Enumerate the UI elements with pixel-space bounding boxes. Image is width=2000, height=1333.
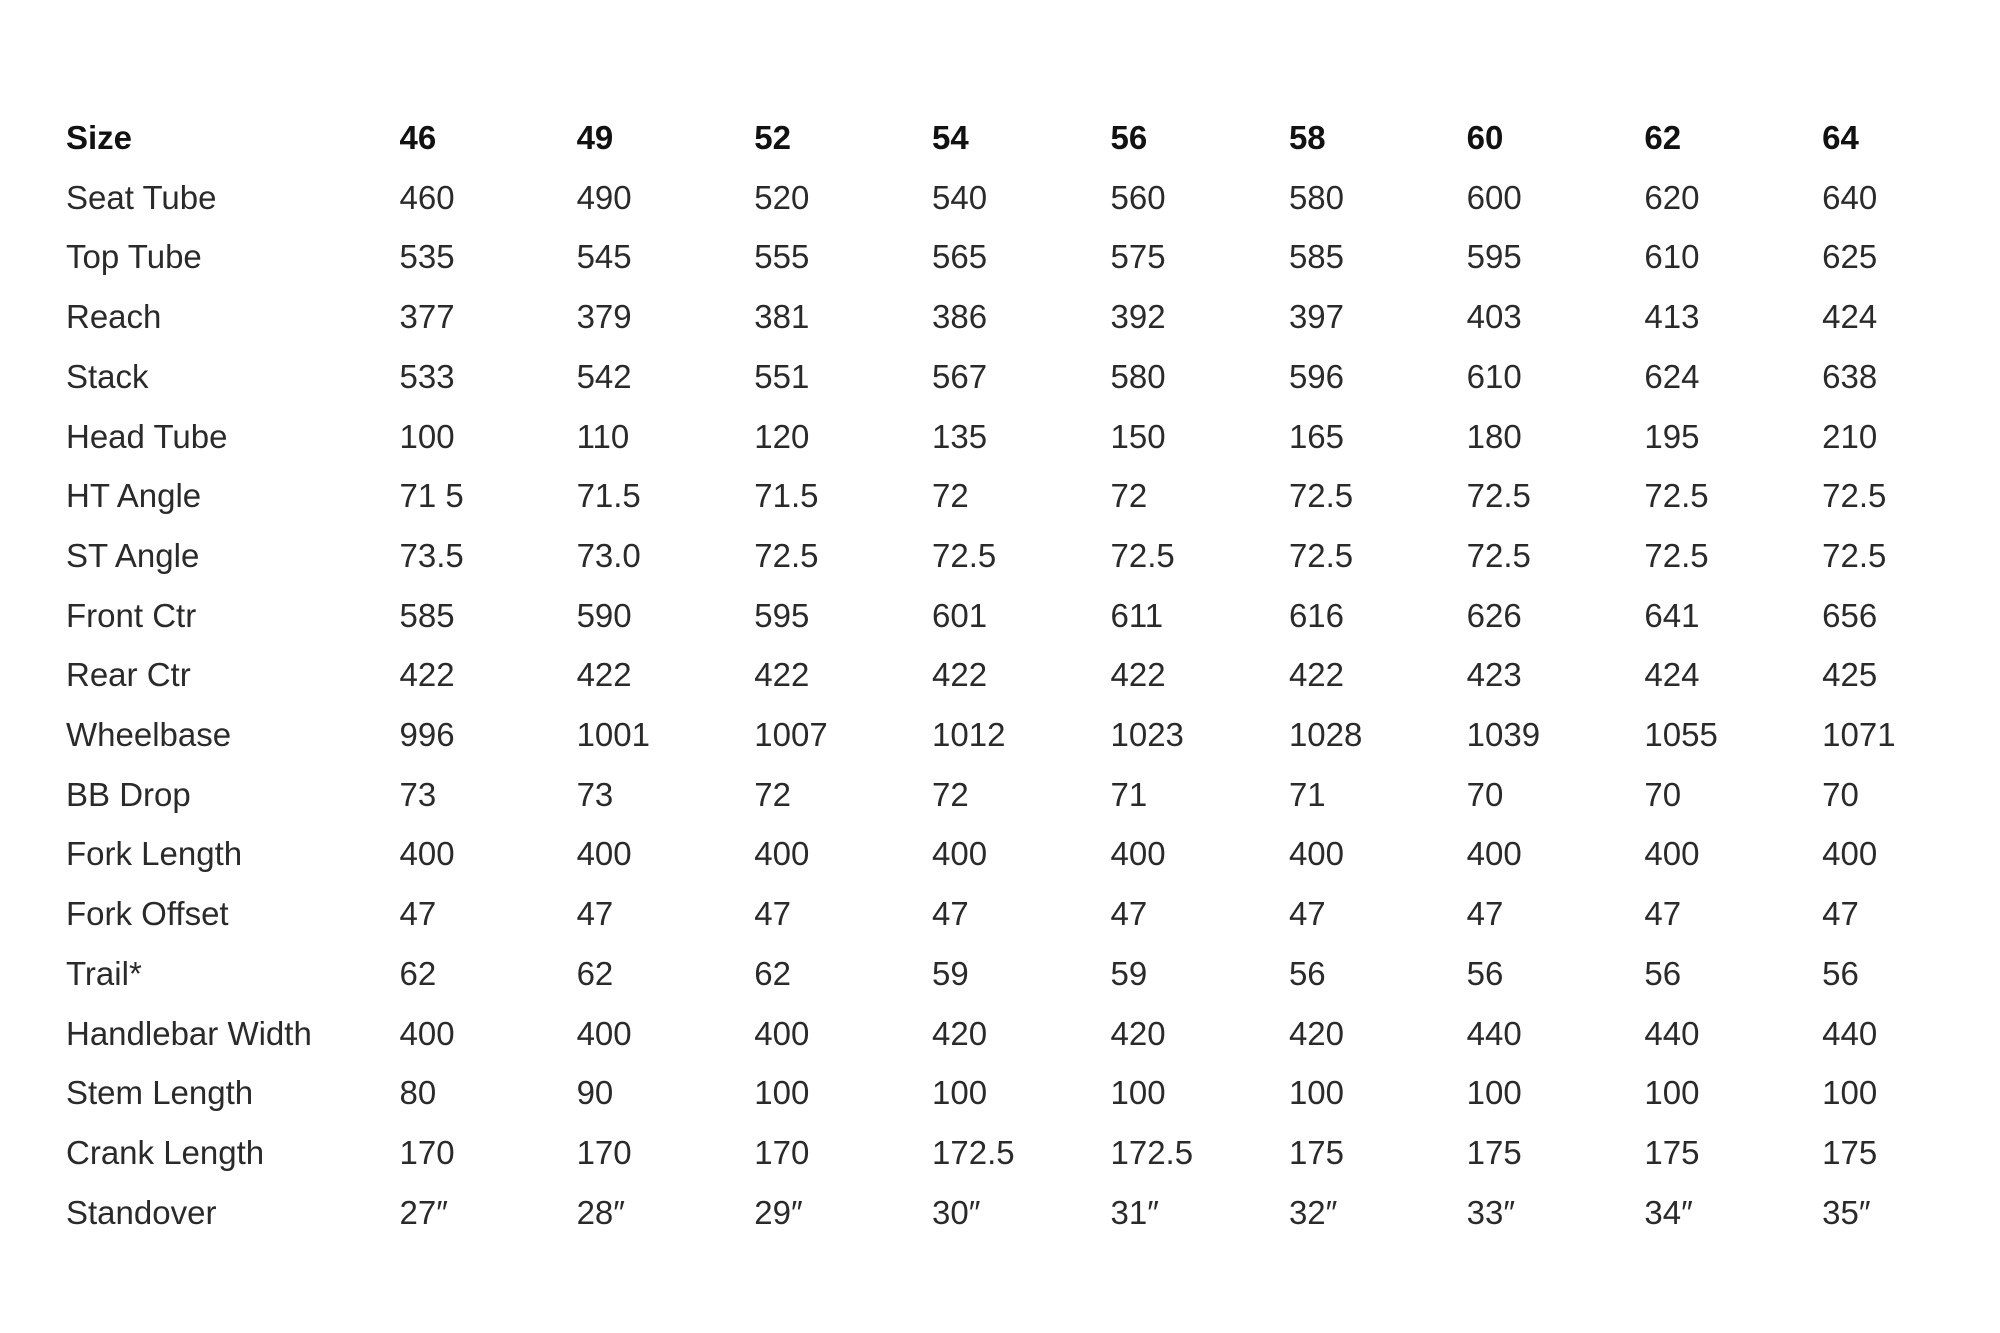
table-cell: 72.5: [1288, 536, 1354, 574]
table-cell: 59: [932, 954, 969, 992]
size-header-cell: 56: [1110, 119, 1148, 156]
table-cell: 585: [1288, 238, 1344, 276]
table-cell: 1023: [1110, 716, 1184, 754]
row-label: ST Angle: [66, 536, 200, 574]
table-cell: 72.5: [1644, 536, 1709, 574]
table-cell: 34″: [1644, 1193, 1693, 1231]
size-header-cell: 49: [576, 119, 614, 156]
table-row: [66, 347, 2000, 407]
table-row: [66, 1123, 2000, 1183]
table-cell: 47: [1288, 895, 1326, 933]
table-cell: 71.5: [754, 477, 819, 515]
row-label: Stem Length: [66, 1074, 254, 1112]
table-cell: 420: [932, 1014, 988, 1052]
table-cell: 610: [1644, 238, 1700, 276]
table-cell: 72.5: [754, 536, 819, 574]
geometry-table: [66, 108, 2000, 1242]
table-cell: 70: [1644, 775, 1682, 813]
table-body: [66, 168, 2000, 1243]
table-cell: 397: [1288, 298, 1344, 336]
table-cell: 386: [932, 298, 988, 336]
table-cell: 400: [399, 1014, 455, 1052]
table-cell: 542: [576, 357, 632, 395]
table-cell: 72.5: [1466, 477, 1531, 515]
table-cell: 72: [1110, 477, 1148, 515]
row-label: Head Tube: [66, 417, 228, 455]
table-cell: 35″: [1822, 1193, 1871, 1231]
size-header-cell: 62: [1644, 119, 1682, 156]
table-cell: 1007: [754, 716, 828, 754]
row-label: Seat Tube: [66, 178, 217, 216]
table-cell: 585: [399, 596, 455, 634]
table-cell: 175: [1644, 1133, 1700, 1171]
table-cell: 195: [1644, 417, 1700, 455]
table-row: [66, 168, 2000, 228]
row-label: Standover: [66, 1193, 217, 1231]
table-cell: 575: [1110, 238, 1166, 276]
table-row: [66, 1183, 2000, 1243]
row-label: Crank Length: [66, 1133, 265, 1171]
row-label: Fork Offset: [66, 895, 229, 933]
table-cell: 172.5: [1110, 1133, 1194, 1171]
table-cell: 422: [1110, 656, 1166, 694]
table-cell: 400: [576, 1014, 632, 1052]
table-cell: 47: [399, 895, 437, 933]
table-cell: 100: [1110, 1074, 1166, 1112]
table-cell: 62: [399, 954, 437, 992]
table-cell: 533: [399, 357, 455, 395]
table-cell: 28″: [576, 1193, 625, 1231]
table-cell: 150: [1110, 417, 1166, 455]
table-cell: 580: [1288, 178, 1344, 216]
table-row: [66, 705, 2000, 765]
table-cell: 392: [1110, 298, 1166, 336]
table-cell: 72.5: [1110, 536, 1175, 574]
table-cell: 596: [1288, 357, 1344, 395]
table-cell: 595: [1466, 238, 1522, 276]
row-label: BB Drop: [66, 775, 191, 813]
table-cell: 400: [576, 835, 632, 873]
table-cell: 422: [399, 656, 455, 694]
table-cell: 72.5: [1466, 536, 1531, 574]
table-cell: 624: [1644, 357, 1700, 395]
table-cell: 555: [754, 238, 810, 276]
table-cell: 27″: [399, 1193, 448, 1231]
size-header-label: Size: [66, 119, 133, 156]
table-cell: 100: [1644, 1074, 1700, 1112]
table-cell: 62: [754, 954, 792, 992]
table-cell: 422: [576, 656, 632, 694]
table-cell: 73.5: [399, 536, 464, 574]
table-cell: 424: [1644, 656, 1700, 694]
table-cell: 80: [399, 1074, 437, 1112]
table-cell: 165: [1288, 417, 1344, 455]
table-cell: 56: [1466, 954, 1504, 992]
table-cell: 100: [1822, 1074, 1878, 1112]
table-cell: 71: [1288, 775, 1326, 813]
table-cell: 400: [754, 1014, 810, 1052]
table-cell: 625: [1822, 238, 1878, 276]
row-label: Handlebar Width: [66, 1014, 312, 1052]
table-cell: 47: [1644, 895, 1682, 933]
table-cell: 440: [1644, 1014, 1700, 1052]
table-cell: 400: [1644, 835, 1700, 873]
table-cell: 59: [1110, 954, 1148, 992]
table-cell: 72: [754, 775, 792, 813]
table-cell: 100: [754, 1074, 810, 1112]
table-cell: 422: [754, 656, 810, 694]
table-cell: 381: [754, 298, 810, 336]
table-cell: 400: [1110, 835, 1166, 873]
table-cell: 626: [1466, 596, 1522, 634]
table-cell: 47: [1466, 895, 1504, 933]
table-cell: 47: [1110, 895, 1148, 933]
table-cell: 425: [1822, 656, 1878, 694]
size-header-cell: 46: [399, 119, 437, 156]
table-cell: 56: [1288, 954, 1326, 992]
table-cell: 423: [1466, 656, 1522, 694]
table-cell: 100: [1288, 1074, 1344, 1112]
table-cell: 1055: [1644, 716, 1718, 754]
table-cell: 47: [576, 895, 614, 933]
size-header-cell: 54: [932, 119, 969, 156]
table-cell: 1071: [1822, 716, 1896, 754]
table-cell: 135: [932, 417, 988, 455]
row-label: HT Angle: [66, 477, 202, 515]
table-row: [66, 227, 2000, 287]
table-cell: 422: [1288, 656, 1344, 694]
table-cell: 551: [754, 357, 810, 395]
table-row: [66, 884, 2000, 944]
table-cell: 590: [576, 596, 632, 634]
table-row: [66, 1063, 2000, 1123]
table-cell: 545: [576, 238, 632, 276]
table-cell: 72.5: [932, 536, 997, 574]
row-label: Stack: [66, 357, 149, 395]
row-label: Rear Ctr: [66, 656, 191, 694]
table-cell: 640: [1822, 178, 1878, 216]
table-cell: 403: [1466, 298, 1522, 336]
table-cell: 565: [932, 238, 988, 276]
size-header-cell: 58: [1288, 119, 1326, 156]
row-label: Fork Length: [66, 835, 243, 873]
table-cell: 400: [1288, 835, 1344, 873]
table-cell: 120: [754, 417, 810, 455]
table-cell: 73: [576, 775, 614, 813]
table-header-row: [66, 108, 2000, 168]
row-label: Front Ctr: [66, 596, 197, 634]
table-cell: 420: [1288, 1014, 1344, 1052]
table-cell: 33″: [1466, 1193, 1516, 1231]
table-cell: 567: [932, 357, 988, 395]
table-cell: 440: [1466, 1014, 1522, 1052]
table-cell: 47: [1822, 895, 1859, 933]
table-cell: 180: [1466, 417, 1522, 455]
table-row: [66, 466, 2000, 526]
table-cell: 62: [576, 954, 614, 992]
table-cell: 56: [1822, 954, 1859, 992]
table-cell: 490: [576, 178, 632, 216]
table-row: [66, 407, 2000, 467]
table-cell: 400: [399, 835, 455, 873]
row-label: Wheelbase: [66, 716, 232, 754]
table-cell: 71: [1110, 775, 1148, 813]
table-cell: 170: [399, 1133, 455, 1171]
table-cell: 540: [932, 178, 988, 216]
table-cell: 535: [399, 238, 455, 276]
table-cell: 32″: [1288, 1193, 1338, 1231]
table-cell: 70: [1466, 775, 1504, 813]
row-label: Trail*: [66, 954, 142, 992]
table-cell: 1012: [932, 716, 1006, 754]
table-row: [66, 287, 2000, 347]
table-cell: 30″: [932, 1193, 981, 1231]
table-cell: 560: [1110, 178, 1166, 216]
table-row: [66, 526, 2000, 586]
table-cell: 29″: [754, 1193, 803, 1231]
table-cell: 175: [1288, 1133, 1344, 1171]
table-cell: 31″: [1110, 1193, 1159, 1231]
table-cell: 600: [1466, 178, 1522, 216]
table-cell: 424: [1822, 298, 1878, 336]
table-cell: 71.5: [576, 477, 641, 515]
table-cell: 70: [1822, 775, 1859, 813]
table-cell: 56: [1644, 954, 1682, 992]
table-cell: 595: [754, 596, 810, 634]
table-cell: 72: [932, 477, 969, 515]
table-cell: 175: [1822, 1133, 1878, 1171]
table-row: [66, 944, 2000, 1004]
table-cell: 72.5: [1822, 536, 1887, 574]
table-cell: 400: [754, 835, 810, 873]
table-cell: 580: [1110, 357, 1166, 395]
size-header-cell: 64: [1822, 119, 1859, 156]
table-cell: 170: [754, 1133, 810, 1171]
table-cell: 175: [1466, 1133, 1522, 1171]
table-row: [66, 586, 2000, 646]
table-cell: 1039: [1466, 716, 1541, 754]
table-cell: 172.5: [932, 1133, 1015, 1171]
table-cell: 1028: [1288, 716, 1363, 754]
table-cell: 71 5: [399, 477, 464, 515]
table-cell: 100: [1466, 1074, 1522, 1112]
table-cell: 520: [754, 178, 810, 216]
size-header-cell: 60: [1466, 119, 1504, 156]
table-cell: 400: [932, 835, 988, 873]
table-row: [66, 765, 2000, 825]
table-cell: 72.5: [1288, 477, 1354, 515]
table-cell: 1001: [576, 716, 650, 754]
table-row: [66, 824, 2000, 884]
table-cell: 377: [399, 298, 455, 336]
table-cell: 656: [1822, 596, 1878, 634]
table-cell: 400: [1466, 835, 1522, 873]
table-cell: 170: [576, 1133, 632, 1171]
table-cell: 440: [1822, 1014, 1878, 1052]
table-cell: 620: [1644, 178, 1700, 216]
row-label: Top Tube: [66, 238, 202, 276]
table-cell: 601: [932, 596, 988, 634]
table-cell: 47: [932, 895, 969, 933]
table-cell: 616: [1288, 596, 1344, 634]
table-cell: 73.0: [576, 536, 641, 574]
table-cell: 100: [399, 417, 455, 455]
table-row: [66, 645, 2000, 705]
table-cell: 72.5: [1644, 477, 1709, 515]
table-cell: 420: [1110, 1014, 1166, 1052]
table-cell: 379: [576, 298, 632, 336]
table-cell: 72.5: [1822, 477, 1887, 515]
table-cell: 72: [932, 775, 969, 813]
table-cell: 422: [932, 656, 988, 694]
size-header-cell: 52: [754, 119, 792, 156]
table-cell: 73: [399, 775, 437, 813]
table-cell: 996: [399, 716, 455, 754]
table-cell: 638: [1822, 357, 1878, 395]
table-cell: 610: [1466, 357, 1522, 395]
table-row: [66, 1004, 2000, 1064]
table-cell: 47: [754, 895, 792, 933]
table-cell: 400: [1822, 835, 1878, 873]
table-cell: 90: [576, 1074, 614, 1112]
table-cell: 100: [932, 1074, 988, 1112]
table-cell: 641: [1644, 596, 1700, 634]
table-cell: 611: [1110, 596, 1164, 634]
table-cell: 460: [399, 178, 455, 216]
table-cell: 210: [1822, 417, 1878, 455]
table-cell: 110: [576, 417, 630, 455]
table-cell: 413: [1644, 298, 1700, 336]
row-label: Reach: [66, 298, 162, 336]
